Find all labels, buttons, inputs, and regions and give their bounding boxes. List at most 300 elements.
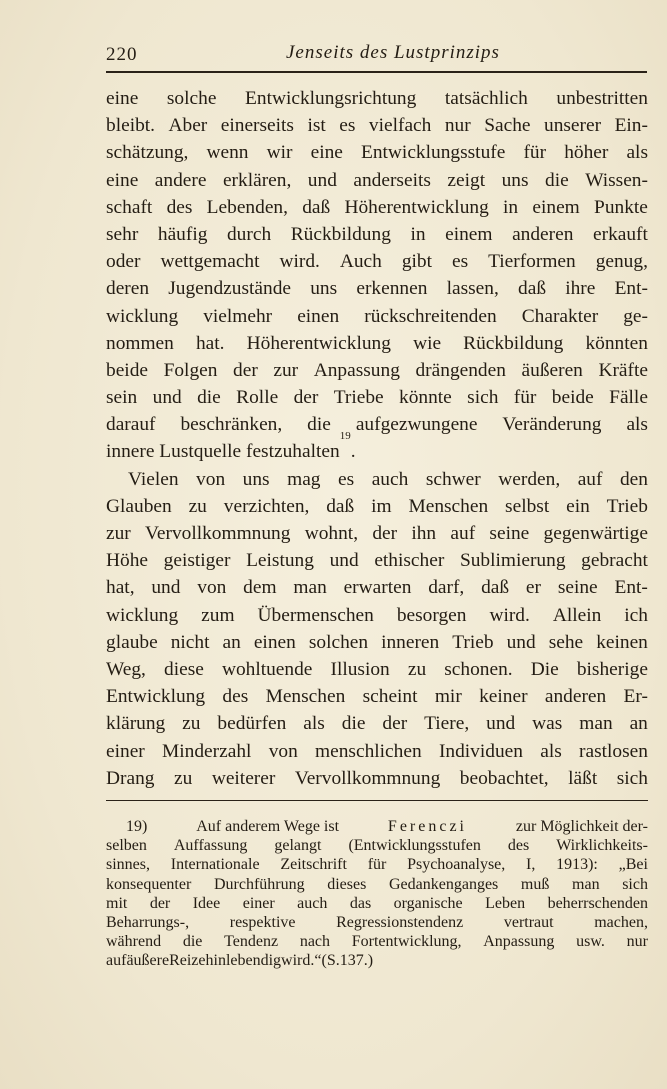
word: Anpassung [483,933,555,951]
word: es [339,115,356,137]
word: uns [501,169,529,191]
word: der [382,713,408,735]
word: als [540,740,562,762]
word: Individuen [438,740,523,762]
word: die [307,414,331,436]
word: werden, [498,468,561,490]
word: Idee [192,894,221,912]
word: Auch [339,251,382,273]
word: durch [226,223,272,245]
word: in [503,196,519,218]
word: (S. [321,952,340,970]
word: Durchführung [213,875,305,893]
word: geistiger [163,550,231,572]
text-line [106,738,648,765]
footnote-line [106,894,648,913]
word: den [619,468,648,490]
word: Psychoanalyse, [407,856,506,874]
word: Charakter [521,305,599,327]
word: erklären, [222,169,292,191]
word: die [182,933,203,951]
word: von [268,740,298,762]
word: seine [489,523,530,544]
word: rastlosen [579,740,648,762]
word: Rückbildung [290,223,391,245]
word: läßt [568,767,598,789]
word: unserer [544,115,602,137]
word: gebracht [581,550,648,572]
word: könnte [399,387,452,409]
word: Fälle [609,387,648,409]
footnote-line [106,836,648,855]
word: Ent- [614,577,648,599]
word: gibt [401,251,433,273]
word: glaube [106,631,158,653]
word: weiterer [211,767,276,789]
word: äußeren [521,359,583,381]
word: ethischer [374,550,445,572]
word: auf [106,952,127,970]
word: dieses [327,875,367,893]
word: als [626,142,648,164]
word: nur [626,933,648,951]
word: wird. [489,604,530,626]
word: Regressionstendenz [336,913,464,931]
word: und [152,387,182,409]
word: usw. [576,933,605,951]
word: an [629,713,648,735]
word: beide [106,359,148,381]
word: darauf [106,414,156,436]
word: zeigt [447,169,486,191]
word: Drang [106,767,155,789]
word: man [293,577,327,599]
word: daß [518,278,547,300]
word: häufig [157,223,208,245]
word: in [410,223,426,245]
text-line-content: innere Lustquelle festzuhalten [106,441,340,463]
word: Höherentwicklung [246,332,391,354]
word: Punkte [594,196,648,218]
word: eine [106,169,139,191]
word: zu [173,767,193,789]
word: ist [307,115,326,137]
text-line [106,330,648,357]
word: anderen [544,686,607,708]
footnote-lead-rest: zur Möglichkeit der- [515,818,648,835]
word: machen, [594,913,648,931]
word: zu [188,495,207,517]
word: eine [106,88,139,109]
word: Die [530,658,559,680]
word: könnten [585,332,648,354]
word: beide [551,387,594,409]
word: solche [166,88,217,109]
word: sehr [106,223,139,245]
word: Reize [169,952,206,970]
word: des [507,837,530,855]
word: Sache [484,115,531,137]
word: vielfach [368,115,432,137]
word: zu [407,658,427,680]
word: die [545,169,569,191]
word: Beharrungs-, [106,913,190,931]
footnote-lead: Auf anderem Wege ist [196,818,340,835]
word: im [371,495,392,517]
word: hat, [106,577,135,599]
word: Wirklichkeits- [556,837,648,855]
word: Auffassung [173,837,248,855]
word: mit [106,894,128,912]
word: Er- [623,686,648,708]
word: lassen, [446,278,499,300]
page-header [106,40,648,72]
word: und [506,631,536,653]
word: der [149,894,171,912]
word: Veränderung [502,414,602,436]
text-line [106,411,648,438]
word: Zeitschrift [280,856,347,874]
word: die [197,387,221,409]
footnote-line [106,875,648,894]
word: daß [326,495,355,517]
word: Triebe [333,387,384,409]
word: während [106,933,162,951]
word: sich [467,387,499,409]
text-line [106,547,648,574]
word: auf [577,468,603,490]
word: vielmehr [203,305,273,327]
word: selben [106,837,147,855]
word: scheint [362,686,418,708]
word: einer [242,894,275,912]
word: Kräfte [598,359,648,381]
word: von [197,577,227,599]
word: einerseits [220,115,294,137]
word: des [222,686,249,708]
text-line [106,112,648,139]
footnote-line [106,951,648,970]
text-line [106,466,648,493]
word: mag [287,468,321,490]
word: und [151,577,181,599]
word: Höherentwicklung [344,196,489,218]
word: Illusion [330,658,390,680]
word: darf, [428,577,465,599]
word: als [626,414,648,436]
text-line [106,765,648,792]
word: daß [302,196,331,218]
word: 1913): [556,856,598,874]
word: beherrschenden [547,894,648,912]
word: organische [393,894,463,912]
word: wettgemacht [160,251,260,273]
word: der [293,387,319,409]
word: einem [445,223,493,245]
word: I, [526,856,536,874]
word: sein [106,387,138,409]
word: ein [566,495,590,517]
word: die [341,713,366,735]
text-line [106,139,648,166]
word: muß [520,875,550,893]
word: von [196,468,226,490]
word: beschränken, [180,414,283,436]
word: aufgezwungene [355,414,478,436]
word: nommen [106,332,174,354]
text-line [106,656,648,683]
word: Aber [168,115,208,137]
word: Anpassung [313,359,400,381]
footnote-line [106,855,648,874]
word: Glauben [106,495,172,517]
word: er [525,577,541,599]
word: für [523,142,547,164]
word: man [572,875,600,893]
word: zum [201,604,235,626]
word: sinnes, [106,856,150,874]
word: Menschen [265,686,346,708]
word: schonen. [444,658,513,680]
word: und [307,169,337,191]
text-line [106,602,648,629]
text-line [106,303,648,330]
text-line [106,384,648,411]
text-line [106,221,648,248]
word: ihn [411,523,437,544]
word: es [451,251,469,273]
word: anderseits [353,169,431,191]
text-line [106,275,648,302]
footnote-19 [106,817,648,971]
header-rule [106,71,647,73]
word: und [329,550,359,572]
body-text [106,85,648,792]
word: nur [444,115,471,137]
word: gelangt [274,837,322,855]
word: Trieb [606,495,648,517]
word: tatsächlich [444,88,528,109]
word: ihre [565,278,596,300]
word: wohltuende [221,658,313,680]
word: wird.“ [281,952,322,970]
word: Ent- [614,278,648,300]
word: anderen [512,223,574,245]
word: ge- [623,305,648,327]
word: eine [310,142,343,164]
word: mir [434,686,462,708]
footnote-line [106,932,648,951]
word: solchen [308,631,369,653]
word: keinen [596,631,648,653]
footnote-first-line [106,817,648,836]
word: erkennen [356,278,428,300]
page-number: 220 [106,44,138,65]
word: einer [106,740,145,762]
word: vertraut [503,913,554,931]
word: Tierformen [488,251,576,273]
word: verzichten, [223,495,310,517]
word: „Bei [618,856,648,874]
word: deren [106,278,150,300]
word: auf [450,523,476,544]
word: genug, [595,251,648,273]
word: der [233,359,258,381]
word: Übermenschen [257,604,374,626]
text-line [106,85,648,112]
word: schätzung, [106,142,189,164]
word: oder [106,251,141,273]
word: Menschen [408,495,489,517]
text-line [106,194,648,221]
word: bisherige [576,658,648,680]
word: schaft [106,196,153,218]
word: hin [205,952,226,970]
word: Tendenz [224,933,279,951]
word: erkauft [593,223,648,245]
word: sehe [548,631,584,653]
word: man [579,713,613,735]
running-title: Jenseits des Lustprinzips [286,42,500,63]
word: wohnt, [304,523,359,544]
word: für [513,387,537,409]
word: Minderzahl [162,740,252,762]
word: Fortentwicklung, [351,933,462,951]
word: Trieb [452,631,494,653]
word: Wissen- [585,169,648,191]
word: bleibt. [106,115,156,137]
word: Entwicklungsrichtung [245,88,417,109]
word: Jugendzustände [168,278,292,300]
word: Leistung [246,550,314,572]
word: Lebenden, [206,196,288,218]
word: der [372,523,398,544]
word: selbst [505,495,550,517]
word: Ein- [614,115,648,137]
word: Vervollkommnung [294,767,441,789]
footnote-line [106,913,648,932]
word: höher [564,142,609,164]
word: wir [266,142,293,164]
word: hat. [195,332,225,354]
word: einen [297,305,340,327]
word: erwarten [343,577,412,599]
word: bedürfen [217,713,287,735]
word: 137.) [339,952,374,970]
word: nicht [170,631,210,653]
word: auch [371,468,409,490]
word: klärung [106,713,166,735]
word: wenn [206,142,249,164]
word: zur [106,523,131,544]
footnote-author: Ferenczi [387,818,467,835]
word: diese [164,658,204,680]
word: äußere [126,952,170,970]
text-line [106,520,648,547]
word: das [349,894,372,912]
word: beobachtet, [459,767,549,789]
text-line [106,493,648,520]
text-line [106,357,648,384]
text-line [106,574,648,601]
word: und [486,713,516,735]
word: nach [299,933,331,951]
word: Vervollkommnung [145,523,291,544]
text-line [106,683,648,710]
word: lebendig [225,952,282,970]
text-line [106,167,648,194]
word: wird. [279,251,320,273]
word: schwer [425,468,481,490]
sentence-end: . [350,441,356,463]
word: menschlichen [315,740,422,762]
word: seine [557,577,598,599]
word: konsequenter [106,875,192,893]
word: wicklung [106,604,179,626]
word: respektive [229,913,296,931]
word: uns [310,278,338,300]
word: zur [273,359,299,381]
word: an [222,631,241,653]
word: einem [532,196,580,218]
word: inneren [381,631,440,653]
word: Leben [485,894,526,912]
word: Tiere, [424,713,470,735]
footnote-reference[interactable]: 19 [339,430,351,443]
word: Folgen [163,359,218,381]
word: auch [297,894,328,912]
word: rückschreitenden [364,305,497,327]
paragraph-end-line [106,430,648,465]
word: gegenwärtige [543,523,648,544]
text-line [106,710,648,737]
word: unbestritten [556,88,648,109]
word: es [338,468,355,490]
word: Internationale [170,856,260,874]
text-line [106,248,648,275]
word: Vielen [128,468,179,490]
word: zu [182,713,201,735]
word: sich [616,767,648,789]
word: Sublimierung [459,550,566,572]
word: Weg, [106,658,146,680]
word: für [367,856,387,874]
word: einen [253,631,296,653]
word: keiner [479,686,528,708]
word: des [166,196,193,218]
word: Rückbildung [463,332,564,354]
word: ich [624,604,648,626]
footnote-rule [106,800,648,801]
word: wie [413,332,442,354]
word: Gedankenganges [388,875,499,893]
word: Rolle [236,387,279,409]
word: andere [154,169,207,191]
word: Entwicklung [106,686,206,708]
word: Höhe [106,550,149,572]
word: dem [243,577,277,599]
word: Allein [552,604,602,626]
word: (Entwicklungsstufen [348,837,481,855]
word: was [532,713,563,735]
word: besorgen [396,604,467,626]
word: daß [481,577,510,599]
word: sich [622,875,648,893]
word: wicklung [106,305,179,327]
word: Entwicklungsstufe [361,142,506,164]
text-line [106,629,648,656]
footnote-marker: 19) [126,818,148,835]
